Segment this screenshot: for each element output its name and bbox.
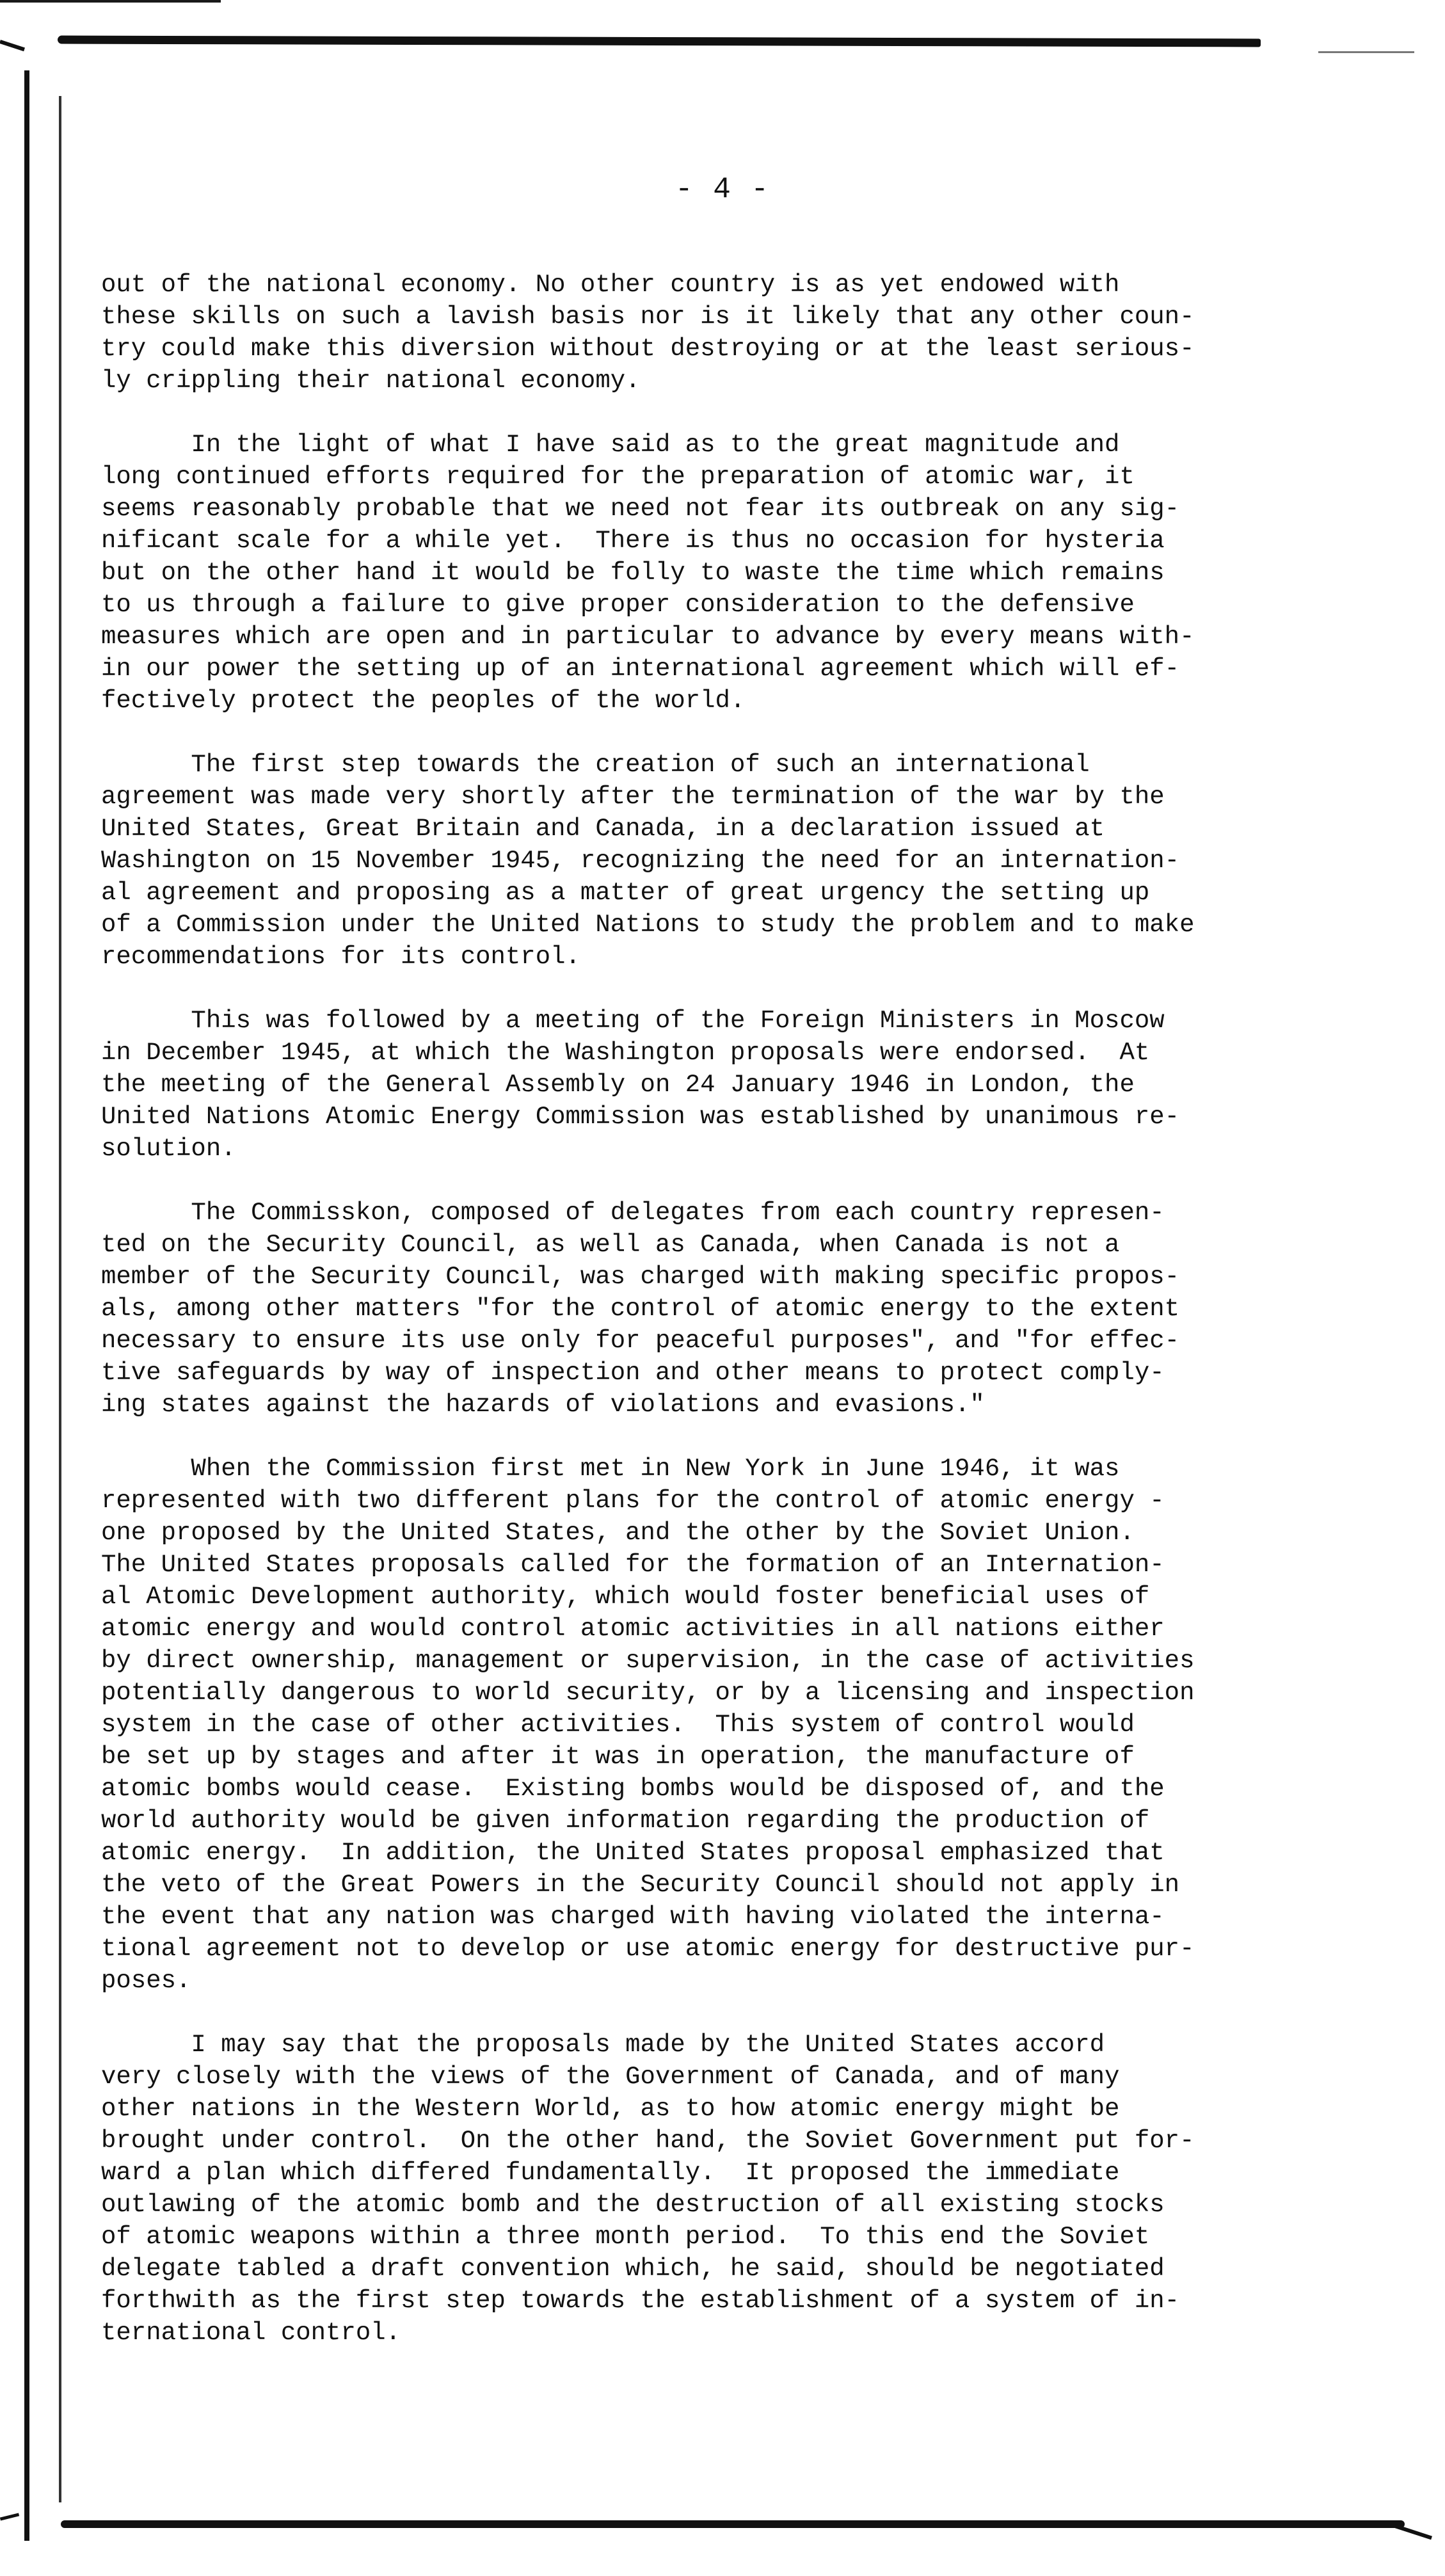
text-line: in December 1945, at which the Washington proposals were endorsed. At: [101, 1039, 1150, 1067]
text-line: in our power the setting up of an international agreement which will ef-: [101, 655, 1180, 683]
text-line: be set up by stages and after it was in operation, the manufacture of: [101, 1743, 1135, 1771]
text-line: ly crippling their national economy.: [101, 367, 641, 395]
text-line: ted on the Security Council, as well as Canada, when Canada is not a: [101, 1231, 1120, 1259]
text-line: world authority would be given information regarding the production of: [101, 1807, 1150, 1835]
text-line: atomic energy and would control atomic activities in all nations either: [101, 1615, 1165, 1643]
text-line: The United States proposals called for the formation of an Internation-: [101, 1551, 1165, 1579]
text-line: member of the Security Council, was charged with making specific propos-: [101, 1263, 1180, 1291]
text-line: ternational control.: [101, 2319, 401, 2347]
text-line: other nations in the Western World, as to how atomic energy might be: [101, 2095, 1120, 2123]
top-border-rule: [58, 36, 1261, 47]
bottom-right-corner-mark: [1394, 2524, 1432, 2540]
paragraph: [101, 429, 1272, 717]
paragraph: [101, 2029, 1272, 2349]
text-line: al agreement and proposing as a matter of great urgency the setting up: [101, 879, 1150, 907]
text-line: of a Commission under the United Nations to study the problem and to make: [101, 911, 1195, 939]
text-line: outlawing of the atomic bomb and the destruction of all existing stocks: [101, 2191, 1165, 2219]
text-line: tional agreement not to develop or use atomic energy for destructive pur-: [101, 1935, 1195, 1963]
text-line: system in the case of other activities. This system of control would: [101, 1711, 1135, 1739]
text-line: In the light of what I have said as to the great magnitude and: [101, 431, 1120, 459]
text-line: fectively protect the peoples of the world.: [101, 687, 746, 715]
text-line: nificant scale for a while yet. There is thus no occasion for hysteria: [101, 527, 1165, 555]
text-line: tive safeguards by way of inspection and other means to protect comply-: [101, 1359, 1165, 1387]
left-border-rule-inner: [59, 96, 61, 2502]
paragraph: [101, 1197, 1272, 1421]
text-line: very closely with the views of the Government of Canada, and of many: [101, 2063, 1120, 2091]
top-edge-rule: [0, 0, 221, 3]
text-line: measures which are open and in particular to advance by every means with-: [101, 623, 1195, 651]
text-line: United States, Great Britain and Canada, in a declaration issued at: [101, 815, 1105, 843]
text-line: poses.: [101, 1967, 191, 1995]
text-line: forthwith as the first step towards the establishment of a system of in-: [101, 2287, 1180, 2315]
text-line: Washington on 15 November 1945, recognizing the need for an internation-: [101, 847, 1180, 875]
text-line: solution.: [101, 1135, 236, 1163]
bottom-left-corner-mark: [0, 2513, 19, 2520]
text-line: ward a plan which differed fundamentally. It proposed the immediate: [101, 2159, 1120, 2187]
text-line: This was followed by a meeting of the Foreign Ministers in Moscow: [101, 1007, 1165, 1035]
text-line: by direct ownership, management or supervision, in the case of activities: [101, 1647, 1195, 1675]
text-line: of atomic weapons within a three month period. To this end the Soviet: [101, 2223, 1150, 2251]
text-line: the veto of the Great Powers in the Security Council should not apply in: [101, 1871, 1180, 1899]
text-line: United Nations Atomic Energy Commission was established by unanimous re-: [101, 1103, 1180, 1131]
text-line: al Atomic Development authority, which would foster beneficial uses of: [101, 1583, 1150, 1611]
text-line: delegate tabled a draft convention which, he said, should be negotiated: [101, 2255, 1165, 2283]
top-right-rule: [1318, 51, 1414, 53]
paragraph: [101, 1005, 1272, 1165]
paragraph: [101, 269, 1272, 397]
text-line: long continued efforts required for the preparation of atomic war, it: [101, 463, 1135, 491]
text-line: represented with two different plans for the control of atomic energy -: [101, 1487, 1165, 1515]
text-line: recommendations for its control.: [101, 943, 580, 971]
text-line: potentially dangerous to world security, or by a licensing and inspection: [101, 1679, 1195, 1707]
text-line: brought under control. On the other hand, the Soviet Government put for-: [101, 2127, 1195, 2155]
text-line: ing states against the hazards of violations and evasions.": [101, 1391, 985, 1419]
body-text: [101, 269, 1272, 2381]
top-left-corner-mark: [0, 40, 25, 51]
text-line: these skills on such a lavish basis nor is it likely that any other coun-: [101, 303, 1195, 331]
text-line: out of the national economy. No other country is as yet endowed with: [101, 271, 1120, 299]
text-line: When the Commission first met in New York in June 1946, it was: [101, 1455, 1120, 1483]
text-line: atomic energy. In addition, the United States proposal emphasized that: [101, 1839, 1165, 1867]
text-line: The Commisskon, composed of delegates from each country represen-: [101, 1199, 1165, 1227]
text-line: try could make this diversion without destroying or at the least serious-: [101, 335, 1195, 363]
text-line: I may say that the proposals made by the United States accord: [101, 2031, 1105, 2059]
left-border-rule-outer: [24, 70, 29, 2541]
paragraph: [101, 749, 1272, 973]
text-line: but on the other hand it would be folly to waste the time which remains: [101, 559, 1165, 587]
text-line: to us through a failure to give proper consideration to the defensive: [101, 591, 1135, 619]
text-line: one proposed by the United States, and the other by the Soviet Union.: [101, 1519, 1135, 1547]
paragraph: [101, 1453, 1272, 1997]
text-line: agreement was made very shortly after the termination of the war by the: [101, 783, 1165, 811]
text-line: seems reasonably probable that we need not fear its outbreak on any sig-: [101, 495, 1180, 523]
text-line: the event that any nation was charged with having violated the interna-: [101, 1903, 1165, 1931]
text-line: als, among other matters "for the control of atomic energy to the extent: [101, 1295, 1180, 1323]
text-line: The first step towards the creation of such an international: [101, 751, 1090, 779]
text-line: the meeting of the General Assembly on 24 January 1946 in London, the: [101, 1071, 1135, 1099]
page-number: - 4 -: [675, 173, 770, 206]
text-line: necessary to ensure its use only for peaceful purposes", and "for effec-: [101, 1327, 1180, 1355]
text-line: atomic bombs would cease. Existing bombs would be disposed of, and the: [101, 1775, 1165, 1803]
bottom-border-rule: [61, 2520, 1405, 2528]
